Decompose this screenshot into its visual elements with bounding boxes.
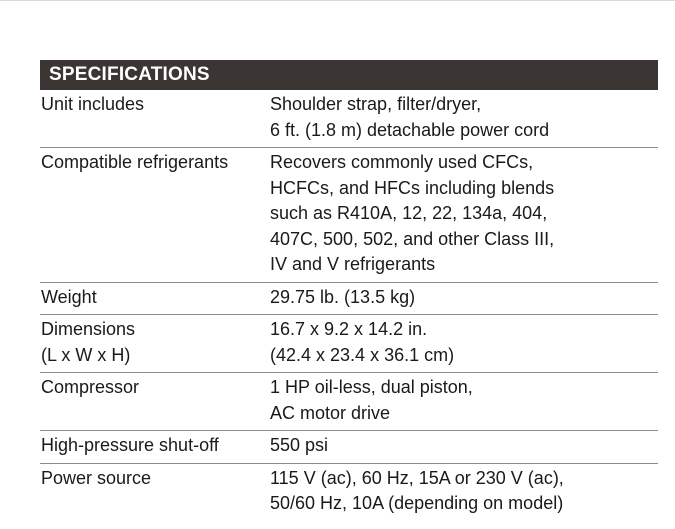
spec-value: 29.75 lb. (13.5 kg) [270,286,416,307]
spec-label: Compressor [41,377,140,397]
specifications-heading: SPECIFICATIONS [40,60,658,90]
spec-row-compressor [40,373,658,431]
spec-label: Power source [41,467,152,488]
spec-label: Compatible refrigerants [41,152,229,172]
spec-row-power-source [40,464,658,521]
spec-row-compatible-refrigerants [40,148,658,283]
spec-value: Recovers commonly used CFCs, HCFCs, and HFCs including blends such as R410A, 12, 22, 134a, 404, 407C, 500, 502, and other Class III, IV and V refrigerants [270,152,555,274]
spec-row-weight [40,283,658,316]
spec-label: Dimensions (L x W x H) [41,319,136,365]
top-divider [0,0,675,1]
spec-row-high-pressure-shutoff [40,431,658,464]
spec-row-unit-includes [40,90,658,148]
specifications-table [40,60,658,521]
spec-label: Weight [41,286,97,307]
spec-value: 115 V (ac), 60 Hz, 15A or 230 V (ac), 50/60 Hz, 10A (depending on model) [270,467,564,513]
spec-value: 550 psi [270,435,329,455]
spec-row-dimensions [40,315,658,373]
spec-value: 1 HP oil-less, dual piston, AC motor drive [270,377,473,423]
spec-value: Shoulder strap, filter/dryer, 6 ft. (1.8 m) detachable power cord [270,94,550,140]
spec-label: High-pressure shut-off [41,435,219,455]
spec-value: 16.7 x 9.2 x 14.2 in. (42.4 x 23.4 x 36.1 cm) [270,319,455,365]
spec-label: Unit includes [41,94,145,114]
